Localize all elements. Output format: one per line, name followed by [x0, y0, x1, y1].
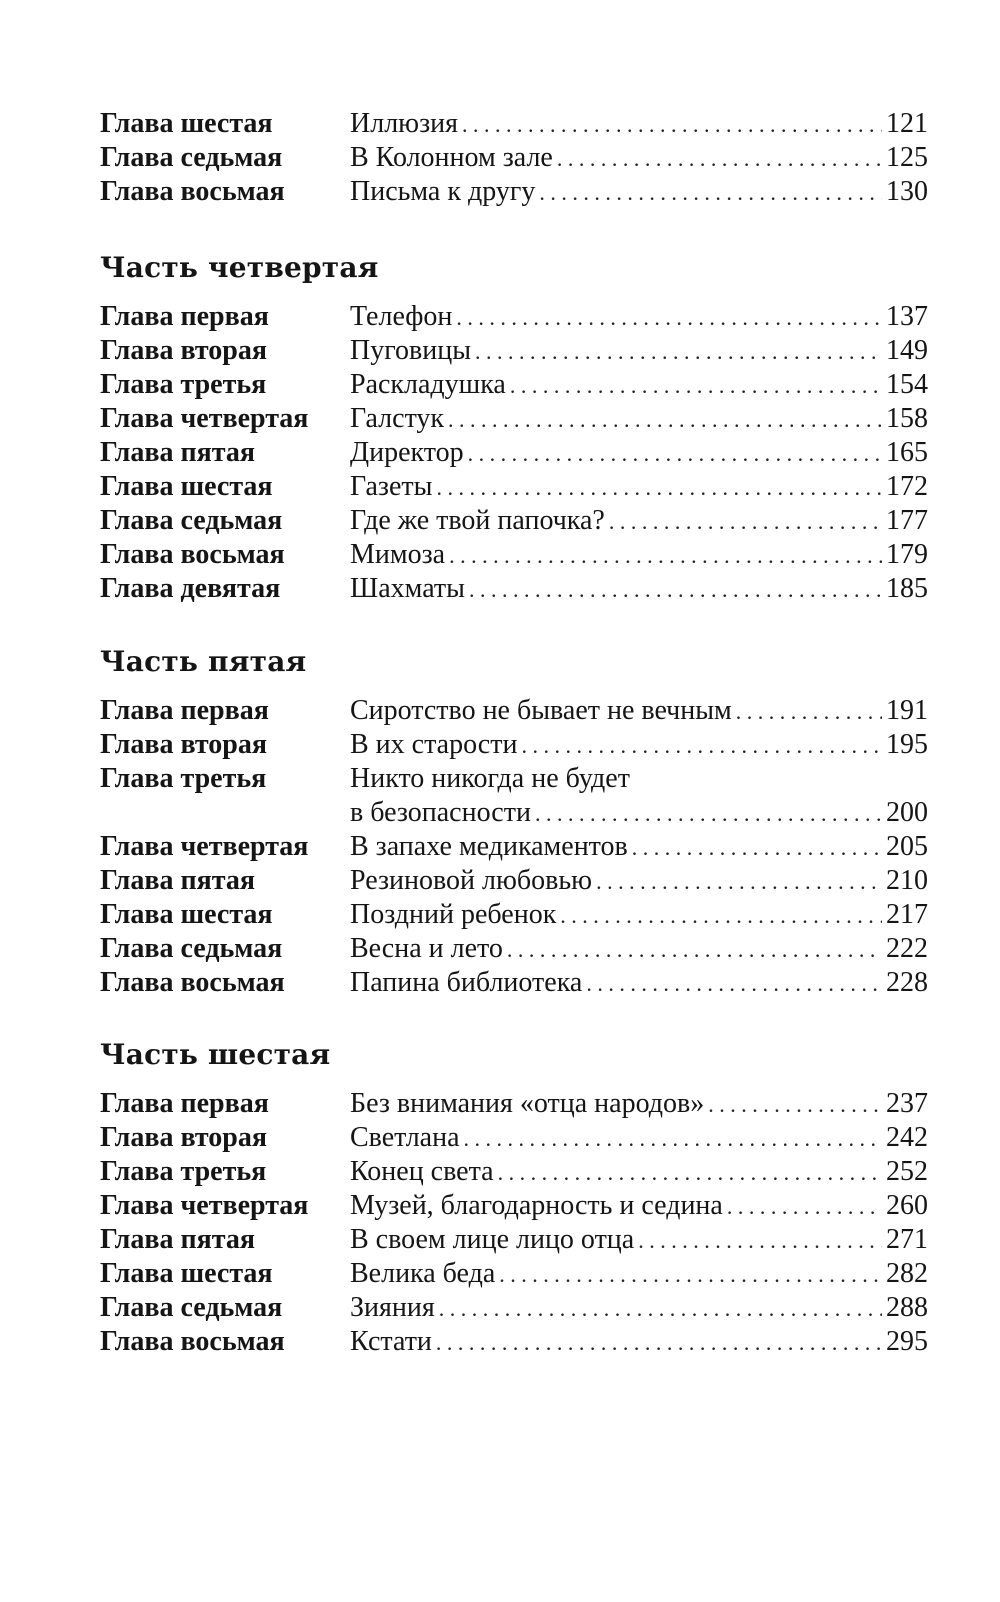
page-number: 195: [886, 729, 928, 760]
toc-entry: [0, 864, 1000, 898]
dot-leader: [456, 301, 882, 335]
chapter-label: Глава шестая: [100, 1258, 273, 1289]
dot-leader: [436, 471, 882, 505]
chapter-entry: [350, 1257, 928, 1291]
chapter-entry: [350, 1121, 928, 1155]
chapter-label: Глава четвертая: [100, 1190, 309, 1221]
chapter-title: Директор: [350, 437, 464, 468]
chapter-label: Глава четвертая: [100, 403, 309, 434]
chapter-entry: [350, 175, 928, 209]
chapter-title: Письма к другу: [350, 176, 536, 207]
chapter-entry: [350, 504, 928, 538]
chapter-label: Глава вторая: [100, 335, 268, 366]
chapter-entry: [350, 728, 928, 762]
toc-entry: [0, 504, 1000, 538]
chapter-label: Глава пятая: [100, 437, 256, 468]
dot-leader: [638, 1224, 882, 1258]
toc-entry: [0, 1087, 1000, 1121]
page-number: 149: [886, 335, 928, 366]
toc-entry: [0, 141, 1000, 175]
chapter-label: Глава восьмая: [100, 967, 285, 998]
dot-leader: [727, 1190, 882, 1224]
chapter-title: Шахматы: [350, 573, 465, 604]
dot-leader: [560, 899, 882, 933]
page-number: 179: [886, 539, 928, 570]
chapter-entry: [350, 1291, 928, 1325]
chapter-title: Телефон: [350, 301, 453, 332]
chapter-entry: [350, 966, 928, 1000]
chapter-label: Глава третья: [100, 763, 267, 794]
dot-leader: [632, 831, 882, 865]
dot-leader: [736, 695, 882, 729]
chapter-entry: [350, 830, 928, 864]
page-number: 130: [886, 176, 928, 207]
dot-leader: [464, 1122, 882, 1156]
chapter-label: Глава пятая: [100, 865, 256, 896]
toc-entry: [0, 1223, 1000, 1257]
toc-entry: [0, 1121, 1000, 1155]
dot-leader: [596, 865, 882, 899]
chapter-entry: [350, 1189, 928, 1223]
chapter-title: В запахе медикаментов: [350, 831, 628, 862]
page-number: 252: [886, 1156, 928, 1187]
dot-leader: [521, 729, 882, 763]
toc-entry: [0, 1257, 1000, 1291]
chapter-entry: [350, 334, 928, 368]
chapter-entry: [350, 107, 928, 141]
chapter-entry: [350, 300, 928, 334]
chapter-title: Папина библиотека: [350, 967, 583, 998]
chapter-entry: [350, 368, 928, 402]
toc-entry: [0, 898, 1000, 932]
page-number: 205: [886, 831, 928, 862]
chapter-title: Без внимания «отца народов»: [350, 1088, 705, 1119]
dot-leader: [557, 142, 882, 176]
chapter-title: Кстати: [350, 1326, 432, 1357]
toc-entry: [0, 300, 1000, 334]
chapter-label: Глава шестая: [100, 108, 273, 139]
page-number: 121: [886, 108, 928, 139]
chapter-label: Глава шестая: [100, 899, 273, 930]
dot-leader: [439, 1292, 882, 1326]
chapter-label: Глава седьмая: [100, 142, 283, 173]
chapter-title: Пуговицы: [350, 335, 472, 366]
page-number: 222: [886, 933, 928, 964]
page-number: 217: [886, 899, 928, 930]
chapter-entry: [350, 572, 928, 606]
chapter-title: Поздний ребенок: [350, 899, 557, 930]
chapter-entry: [350, 1223, 928, 1257]
chapter-title: Резиновой любовью: [350, 865, 593, 896]
dot-leader: [448, 403, 882, 437]
chapter-label: Глава седьмая: [100, 1292, 283, 1323]
chapter-entry: [350, 1087, 928, 1121]
page-number: 185: [886, 573, 928, 604]
page-number: 210: [886, 865, 928, 896]
chapter-title: Иллюзия: [350, 108, 459, 139]
toc-entry: [0, 368, 1000, 402]
chapter-entry: [350, 470, 928, 504]
chapter-label: Глава первая: [100, 1088, 269, 1119]
chapter-title: Галстук: [350, 403, 445, 434]
chapter-title: Газеты: [350, 471, 433, 502]
toc-entry: [0, 830, 1000, 864]
toc-entry-multiline: [0, 762, 1000, 830]
chapter-label: Глава шестая: [100, 471, 273, 502]
toc-entry: [0, 470, 1000, 504]
part-title: Часть пятая: [100, 645, 307, 678]
chapter-title-line1: Никто никогда не будет: [350, 763, 630, 794]
dot-leader: [499, 1258, 882, 1292]
page-number: 242: [886, 1122, 928, 1153]
chapter-entry: [350, 694, 928, 728]
chapter-title: Раскладушка: [350, 369, 506, 400]
chapter-title: Мимоза: [350, 539, 446, 570]
chapter-label: Глава третья: [100, 369, 267, 400]
chapter-label: Глава первая: [100, 301, 269, 332]
chapter-label: Глава четвертая: [100, 831, 309, 862]
toc-entry: [0, 538, 1000, 572]
chapter-entry: [350, 932, 928, 966]
chapter-title: Светлана: [350, 1122, 460, 1153]
chapter-title: в безопасности: [350, 797, 531, 828]
chapter-label: Глава третья: [100, 1156, 267, 1187]
dot-leader: [609, 505, 882, 539]
page-number: 158: [886, 403, 928, 434]
toc-entry: [0, 436, 1000, 470]
chapter-title: Велика беда: [350, 1258, 496, 1289]
page-number: 288: [886, 1292, 928, 1323]
dot-leader: [475, 335, 882, 369]
toc-entry: [0, 932, 1000, 966]
chapter-title: В Колонном зале: [350, 142, 553, 173]
chapter-entry: [350, 436, 928, 470]
chapter-title: В своем лице лицо отца: [350, 1224, 635, 1255]
chapter-title: В их старости: [350, 729, 518, 760]
chapter-entry: [350, 538, 928, 572]
toc-entry: [0, 402, 1000, 436]
page-number: 172: [886, 471, 928, 502]
page-number: 295: [886, 1326, 928, 1357]
dot-leader: [535, 797, 882, 831]
page-number: 282: [886, 1258, 928, 1289]
toc-entry: [0, 1189, 1000, 1223]
dot-leader: [510, 369, 882, 403]
page-number: 125: [886, 142, 928, 173]
dot-leader: [462, 108, 882, 142]
chapter-label: Глава восьмая: [100, 176, 285, 207]
page-number: 165: [886, 437, 928, 468]
page-number: 177: [886, 505, 928, 536]
chapter-entry: [350, 1325, 928, 1359]
chapter-label: Глава восьмая: [100, 539, 285, 570]
page-number: 154: [886, 369, 928, 400]
dot-leader: [436, 1326, 882, 1360]
chapter-label: Глава девятая: [100, 573, 281, 604]
toc-entry: [0, 175, 1000, 209]
chapter-title: Зияния: [350, 1292, 435, 1323]
chapter-title: Где же твой папочка?: [350, 505, 605, 536]
chapter-label: Глава седьмая: [100, 933, 283, 964]
chapter-title: Весна и лето: [350, 933, 503, 964]
chapter-label: Глава пятая: [100, 1224, 256, 1255]
chapter-label: Глава восьмая: [100, 1326, 285, 1357]
page-number: 137: [886, 301, 928, 332]
chapter-title: Сиротство не бывает не вечным: [350, 695, 732, 726]
dot-leader: [449, 539, 882, 573]
chapter-title: Музей, благодарность и седина: [350, 1190, 723, 1221]
chapter-entry: [350, 796, 928, 830]
toc-entry: [0, 107, 1000, 141]
chapter-label: Глава седьмая: [100, 505, 283, 536]
dot-leader: [586, 967, 882, 1001]
toc-entry: [0, 572, 1000, 606]
chapter-entry: [350, 1155, 928, 1189]
dot-leader: [708, 1088, 882, 1122]
toc-entry: [0, 1155, 1000, 1189]
toc-entry: [0, 334, 1000, 368]
page-number: 228: [886, 967, 928, 998]
dot-leader: [507, 933, 882, 967]
chapter-entry: [350, 141, 928, 175]
page-number: 200: [886, 797, 928, 828]
chapter-label: Глава вторая: [100, 729, 268, 760]
dot-leader: [539, 176, 882, 210]
dot-leader: [468, 437, 882, 471]
chapter-entry: [350, 898, 928, 932]
page-number: 260: [886, 1190, 928, 1221]
toc-entry: [0, 1291, 1000, 1325]
toc-entry: [0, 966, 1000, 1000]
page-number: 191: [886, 695, 928, 726]
page-number: 237: [886, 1088, 928, 1119]
chapter-label: Глава вторая: [100, 1122, 268, 1153]
chapter-label: Глава первая: [100, 695, 269, 726]
part-title: Часть четвертая: [100, 251, 379, 284]
toc-entry: [0, 728, 1000, 762]
chapter-entry: [350, 864, 928, 898]
toc-entry: [0, 694, 1000, 728]
chapter-entry: [350, 402, 928, 436]
page-number: 271: [886, 1224, 928, 1255]
toc-entry: [0, 1325, 1000, 1359]
part-title: Часть шестая: [100, 1038, 331, 1071]
chapter-title: Конец света: [350, 1156, 494, 1187]
dot-leader: [469, 573, 882, 607]
dot-leader: [498, 1156, 882, 1190]
